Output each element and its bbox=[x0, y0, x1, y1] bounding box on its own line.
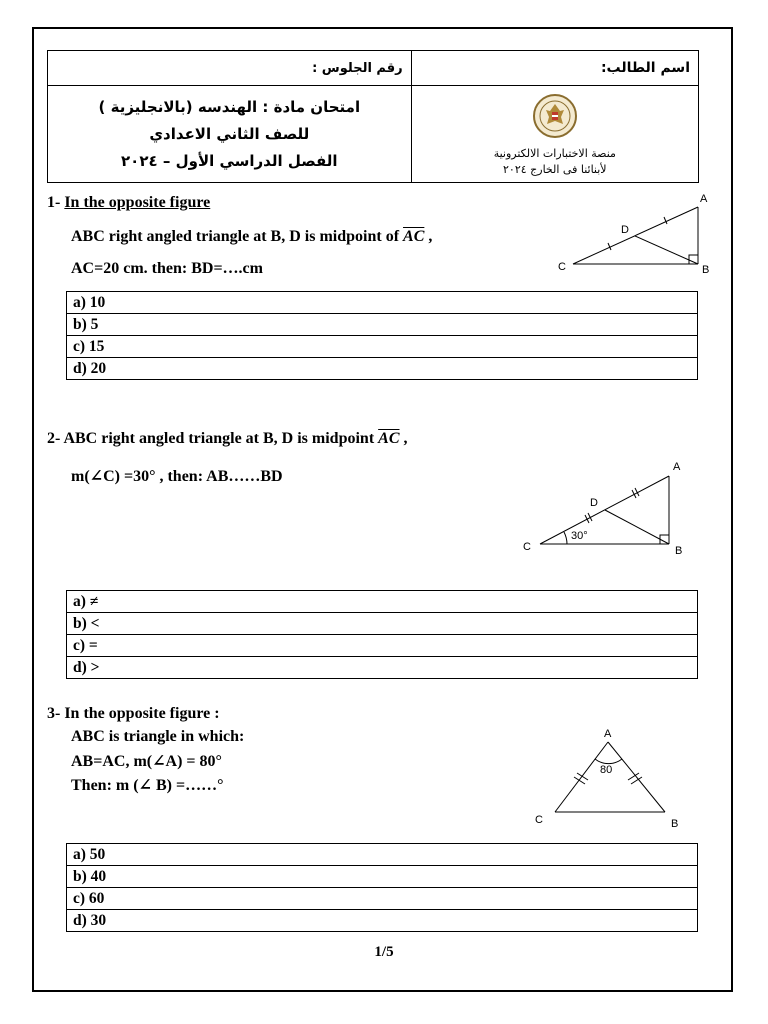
q2-label-c: C bbox=[523, 541, 531, 553]
question-3-text-line2: AB=AC, m(∠A) = 80° bbox=[71, 753, 222, 770]
question-3-heading bbox=[47, 705, 220, 723]
option-d[interactable]: d) > bbox=[67, 657, 698, 679]
q2-label-b: B bbox=[675, 545, 683, 557]
exam-header bbox=[47, 50, 699, 183]
question-3-text-line3: Then: m (∠ B) =……° bbox=[71, 777, 224, 794]
question-1-options bbox=[66, 291, 698, 380]
question-2-text-line2: m(∠C) =30° , then: AB……BD bbox=[71, 468, 283, 485]
question-3-options bbox=[66, 843, 698, 932]
exam-title-line1: امتحان مادة : الهندسه (بالانجليزية ) bbox=[98, 97, 361, 116]
question-1-number: 1- bbox=[47, 194, 61, 211]
seat-number-field bbox=[48, 51, 412, 86]
segment-ac: $\overline{AC}$ bbox=[403, 228, 425, 245]
option-b[interactable]: b) 40 bbox=[67, 866, 698, 888]
option-c[interactable]: c) 60 bbox=[67, 888, 698, 910]
q2-label-d: D bbox=[590, 497, 598, 509]
question-3-text-line1: ABC is triangle in which: bbox=[71, 728, 245, 745]
q2-angle-label: 30° bbox=[571, 530, 588, 542]
exam-title-block bbox=[48, 86, 412, 183]
student-name-field bbox=[411, 51, 698, 86]
q1-label-d: D bbox=[621, 224, 629, 236]
platform-line2: لأبنائنا فى الخارج ٢٠٢٤ bbox=[503, 163, 607, 176]
q1-label-c: C bbox=[558, 261, 566, 273]
question-1-text-line1: ABC right angled triangle at B, D is midpoint of $\overline{AC}$ , bbox=[71, 228, 433, 245]
page-number: 1/5 bbox=[374, 944, 394, 960]
option-b[interactable]: b) 5 bbox=[67, 314, 698, 336]
q1-label-b: B bbox=[702, 264, 710, 276]
question-1-figure bbox=[550, 190, 720, 280]
question-2-figure bbox=[515, 455, 705, 560]
question-1-heading bbox=[47, 194, 210, 212]
question-1-title: In the opposite figure bbox=[64, 194, 211, 211]
option-b[interactable]: b) < bbox=[67, 613, 698, 635]
q1-label-a: A bbox=[700, 193, 708, 205]
question-3-number: 3- bbox=[47, 705, 61, 722]
question-3-title: In the opposite figure : bbox=[64, 705, 220, 722]
question-2-options bbox=[66, 590, 698, 679]
question-2-text-line1: 2- ABC right angled triangle at B, D is midpoint $\overline{AC}$ , bbox=[47, 430, 408, 447]
option-d[interactable]: d) 20 bbox=[67, 358, 698, 380]
student-name-label: اسم الطالب: bbox=[600, 60, 690, 76]
q2-label-a: A bbox=[673, 461, 681, 473]
ministry-seal-icon bbox=[532, 93, 578, 139]
option-c[interactable]: c) 15 bbox=[67, 336, 698, 358]
seat-number-label: رقم الجلوس : bbox=[312, 60, 403, 76]
exam-title-line3: الفصل الدراسي الأول – ٢٠٢٤ bbox=[121, 151, 338, 170]
question-2-number: 2- bbox=[47, 430, 61, 447]
q3-label-c: C bbox=[535, 814, 543, 826]
exam-title-line2: للصف الثاني الاعدادي bbox=[149, 124, 310, 143]
option-c[interactable]: c) = bbox=[67, 635, 698, 657]
platform-block bbox=[411, 86, 698, 183]
platform-line1: منصة الاختبارات الالكترونية bbox=[493, 147, 616, 160]
q3-label-a: A bbox=[604, 728, 612, 740]
option-d[interactable]: d) 30 bbox=[67, 910, 698, 932]
question-1-text-line2: AC=20 cm. then: BD=….cm bbox=[71, 260, 263, 277]
q3-angle-label: 80 bbox=[600, 764, 613, 776]
option-a[interactable]: a) 50 bbox=[67, 844, 698, 866]
q3-label-b: B bbox=[671, 818, 679, 830]
option-a[interactable]: a) ≠ bbox=[67, 591, 698, 613]
question-3-figure bbox=[525, 722, 690, 832]
option-a[interactable]: a) 10 bbox=[67, 292, 698, 314]
segment-ac: $\overline{AC}$ bbox=[378, 430, 400, 447]
